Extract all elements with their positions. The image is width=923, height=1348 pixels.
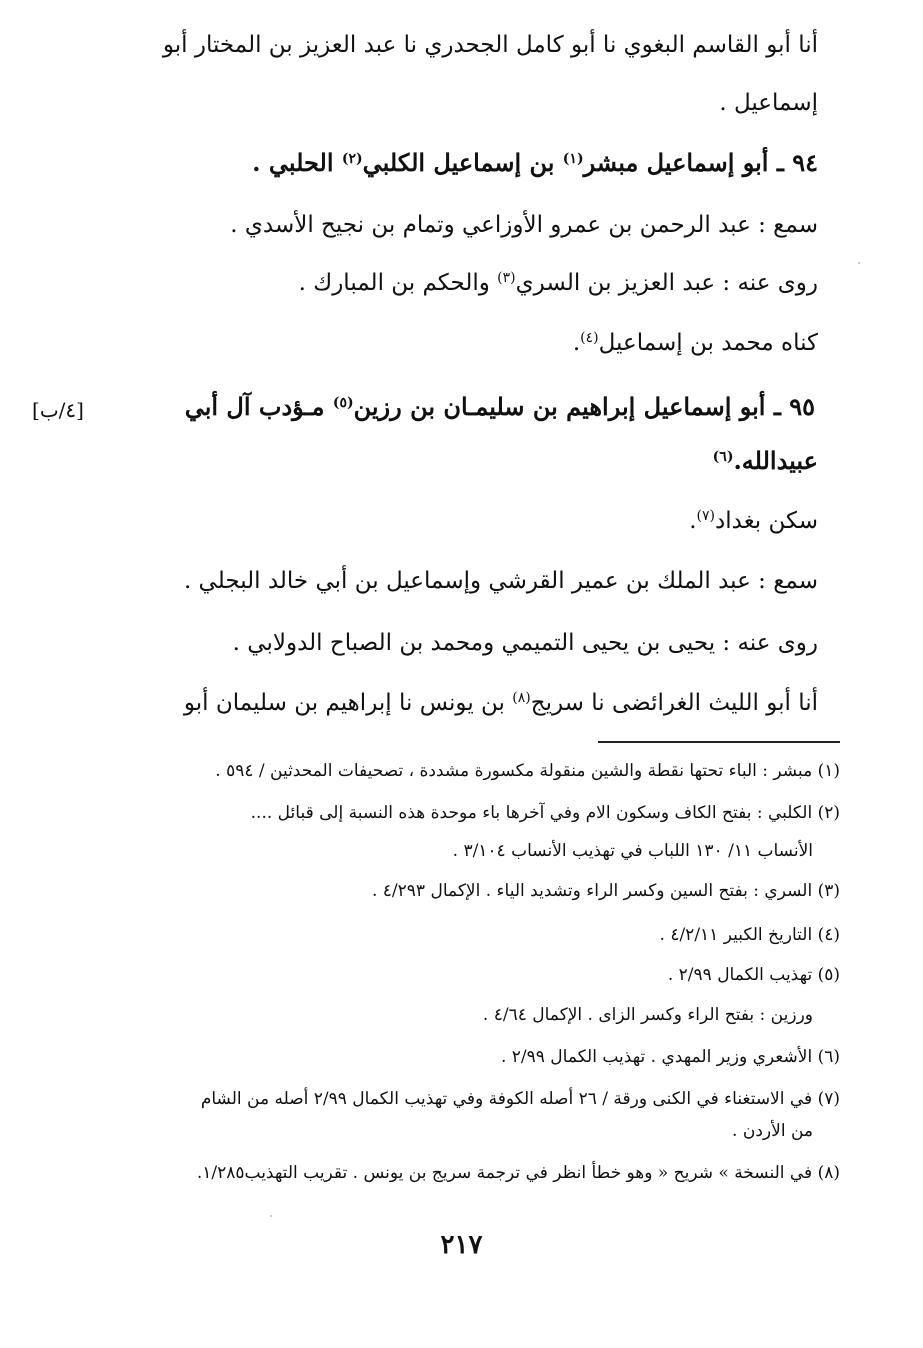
line-text: بن يونس نا إبراهيم بن سليمان أبو [183, 690, 513, 716]
entry-95-narrators: روى عنه : يحيى بن يحيى التميمي ومحمد بن الصباح الدولابي . [232, 630, 818, 656]
footnote-5: (٥) تهذيب الكمال ٢/٩٩ . [667, 965, 840, 985]
line-text: روى عنه : عبد العزيز بن السري [515, 270, 818, 296]
footnote-ref: (٦) [712, 449, 734, 465]
entry-94-narrators [299, 268, 818, 301]
footnote-8: (٨) في النسخة » شريح « وهو خطأ انظر في ترجمة سريج بن يونس . تقريب التهذيب١/٢٨٥. [196, 1163, 840, 1183]
scan-speck [270, 1215, 272, 1217]
entry-94-kunya [573, 328, 818, 361]
footnote-2-cont: الأنساب ١١/ ١٣٠ اللباب في تهذيب الأنساب ٣/١٠٤ . [452, 841, 813, 861]
footnote-7-cont: من الأردن . [732, 1121, 813, 1141]
entry-94-heard-from: سمع : عبد الرحمن بن عمرو الأوزاعي وتمام بن نجيح الأسدي . [230, 212, 818, 238]
heading-text: ٩٤ ـ أبو إسماعيل مبشر [583, 148, 818, 177]
heading-text: ٩٥ ـ أبو إسماعيل إبراهيم بن سليمـان بن رزين [353, 392, 815, 421]
footnote-ref: (٢) [341, 151, 363, 167]
entry-95-heading [185, 392, 815, 426]
footnote-7: (٧) في الاستغناء في الكنى ورقة / ٢٦ أصله الكوفة وفي تهذيب الكمال ٢/٩٩ أصله من الشام [200, 1089, 840, 1109]
scan-speck [858, 262, 860, 264]
body-line: إسماعيل . [719, 90, 818, 116]
footnote-divider [598, 741, 840, 743]
heading-text: الحلبي . [252, 148, 342, 177]
heading-text: بن إسماعيل الكلبي [362, 148, 563, 177]
entry-95-heard-from: سمع : عبد الملك بن عمير القرشي وإسماعيل بن أبي خالد البجلي . [183, 568, 818, 594]
footnote-6: (٦) الأشعري وزير المهدي . تهذيب الكمال ٢/٩٩ . [500, 1047, 840, 1067]
heading-text: عبيدالله. [733, 446, 818, 475]
footnote-ref: (٣) [497, 270, 516, 286]
line-text: . [572, 330, 581, 356]
footnote-ref: (٧) [696, 508, 715, 524]
footnote-4: (٤) التاريخ الكبير ٤/٢/١١ . [659, 925, 840, 945]
footnote-2: (٢) الكلبي : بفتح الكاف وسكون الام وفي آخرها باء موحدة هذه النسبة إلى قبائل .... [250, 803, 840, 823]
line-text: والحكم بن المبارك . [298, 270, 498, 296]
footnote-ref: (٤) [580, 330, 599, 346]
line-text: سكن بغداد [715, 508, 818, 534]
line-text: كناه محمد بن إسماعيل [598, 330, 818, 356]
body-line [184, 688, 818, 721]
page-number: ٢١٧ [440, 1230, 483, 1260]
footnote-ref: (١) [562, 151, 584, 167]
entry-94-heading [252, 148, 818, 182]
margin-folio-note: [٤/ب] [32, 398, 84, 422]
body-line: أنا أبو القاسم البغوي نا أبو كامل الجحدري نا عبد العزيز بن المختار أبو [162, 32, 818, 58]
heading-text: مـؤدب آل أبي [184, 392, 333, 421]
line-text: . [689, 508, 697, 534]
footnote-ref: (٥) [332, 395, 354, 411]
footnote-1: (١) مبشر : الباء تحتها نقطة والشين منقولة مكسورة مشددة ، تصحيفات المحدثين / ٥٩٤ . [215, 761, 840, 781]
footnote-5-cont: ورزين : بفتح الراء وكسر الزاى . الإكمال ٤/٦٤ . [482, 1005, 813, 1025]
footnote-3: (٣) السري : بفتح السين وكسر الراء وتشديد الياء . الإكمال ٤/٢٩٣ . [371, 881, 840, 901]
entry-95-heading-cont [713, 446, 818, 480]
entry-95-residence [689, 506, 818, 539]
footnote-ref: (٨) [512, 690, 531, 706]
line-text: أنا أبو الليث الغرائضى نا سريج [530, 690, 818, 716]
